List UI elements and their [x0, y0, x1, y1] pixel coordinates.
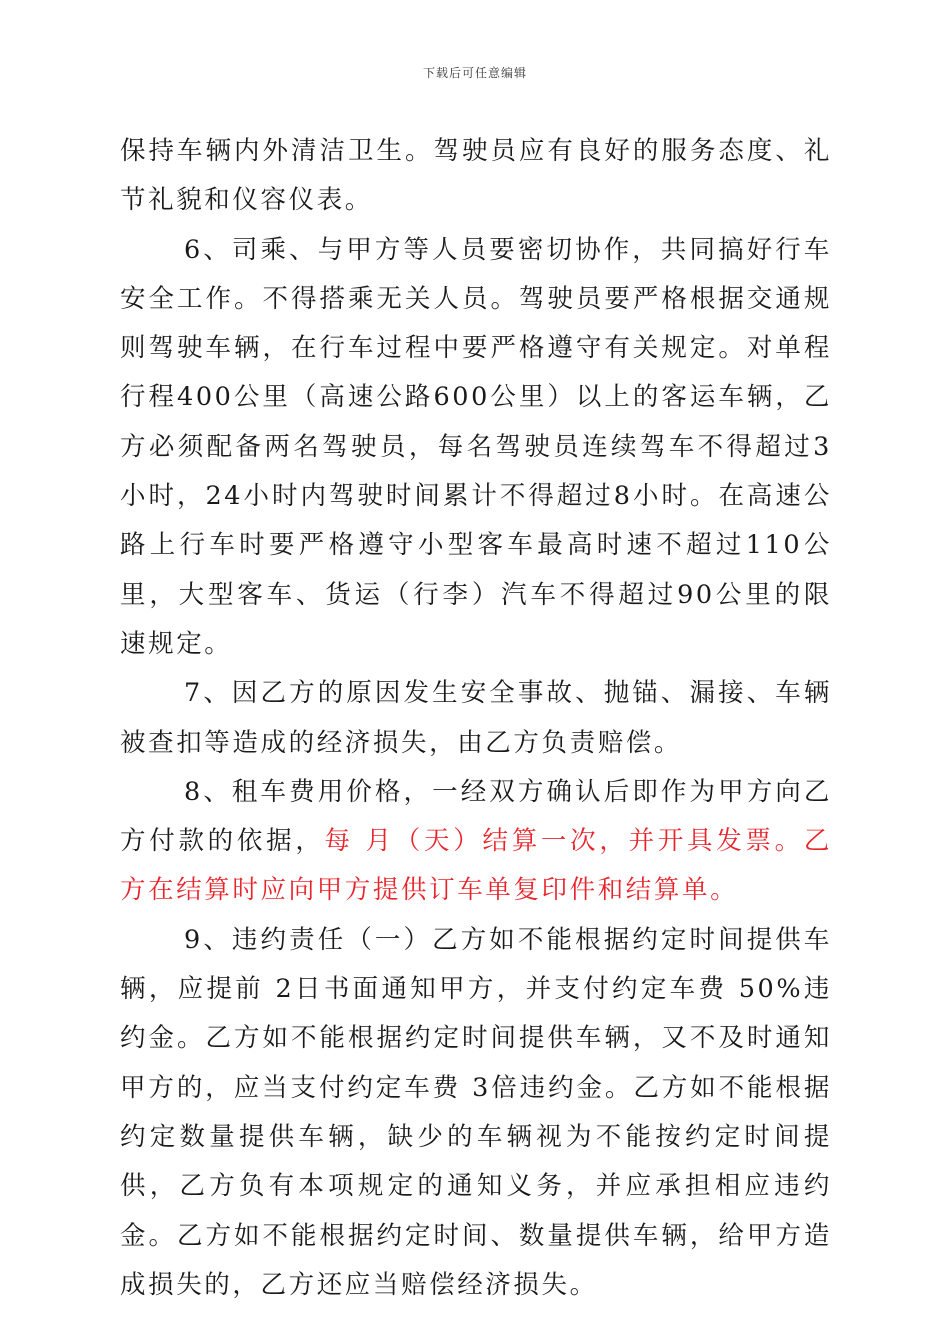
- page-header: 下载后可任意编辑: [422, 66, 527, 80]
- paragraph-item-8: [120, 768, 832, 916]
- paragraph-item-8-text: 8、租车费用价格，一经双方确认后即作为甲方向乙方付款的依据，: [120, 776, 832, 857]
- paragraph-item-7: 7、因乙方的原因发生安全事故、抛锚、漏接、车辆被查扣等造成的经济损失，由乙方负责赔偿。: [120, 678, 832, 758]
- settlement-highlight-text: 每 月（天）结算一次，并开具发票。乙方在结算时应向甲方提供订车单复印件和结算单。: [120, 826, 832, 906]
- paragraph-item-9: 9、违约责任（一）乙方如不能根据约定时间提供车辆，应提前 2日书面通知甲方，并支付约定车费 50%违约金。乙方如不能根据约定时间提供车辆，又不及时通知甲方的，应当支付约定车费 3倍违约金。乙方如不能根据约定数量提供车辆，缺少的车辆视为不能按约定时间提供，乙方负有本项规定的通知义务，并应承担相应违约金。乙方如不能根据约定时间、数量提供车辆，给甲方造成损失的，乙方还应当赔偿经济损失。: [120, 924, 832, 1300]
- paragraph-item-6: 6、司乘、与甲方等人员要密切协作，共同搞好行车安全工作。不得搭乘无关人员。驾驶员要严格根据交通规则驾驶车辆，在行车过程中要严格遵守有关规定。对单程行程400公里（高速公路600公里）以上的客运车辆，乙方必须配备两名驾驶员，每名驾驶员连续驾车不得超过3小时，24小时内驾驶时间累计不得超过8小时。在高速公路上行车时要严格遵守小型客车最高时速不超过110公里，大型客车、货运（行李）汽车不得超过90公里的限速规定。: [120, 234, 832, 659]
- paragraph-1: 保持车辆内外清洁卫生。驾驶员应有良好的服务态度、礼节礼貌和仪容仪表。: [120, 136, 832, 216]
- document-body: [120, 127, 832, 1310]
